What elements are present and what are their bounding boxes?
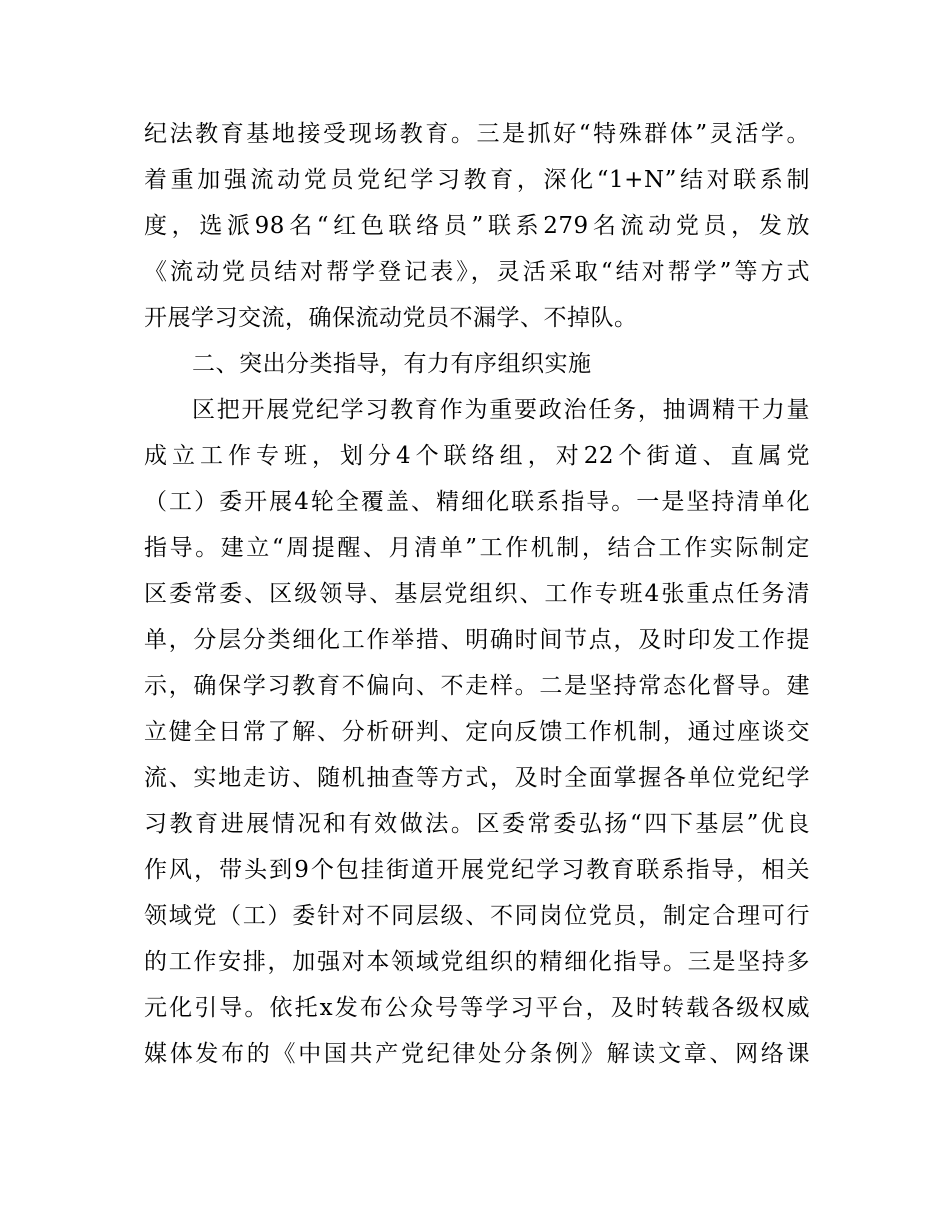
text-line: 成立工作专班，划分4个联络组，对22个街道、直属党 — [144, 443, 810, 469]
text-line: 流、实地走访、随机抽查等方式，及时全面掌握各单位党纪学 — [144, 765, 810, 791]
text-line: 作风，带头到9个包挂街道开展党纪学习教育联系指导，相关 — [144, 857, 810, 883]
text-line: 纪法教育基地接受现场教育。三是抓好“特殊群体”灵活学。 — [144, 121, 810, 147]
text-line: 媒体发布的《中国共产党纪律处分条例》解读文章、网络课 — [144, 1041, 810, 1067]
text-line: 示，确保学习教育不偏向、不走样。二是坚持常态化督导。建 — [144, 673, 810, 699]
text-line: 区把开展党纪学习教育作为重要政治任务，抽调精干力量 — [192, 397, 810, 423]
text-line: 领域党（工）委针对不同层级、不同岗位党员，制定合理可行 — [144, 903, 810, 929]
text-line: 着重加强流动党员党纪学习教育，深化“1+N”结对联系制 — [144, 167, 810, 193]
document-page — [144, 111, 810, 1077]
section-heading — [144, 341, 810, 387]
text-line: 《流动党员结对帮学登记表》，灵活采取“结对帮学”等方式 — [144, 259, 810, 285]
text-line: 习教育进展情况和有效做法。区委常委弘扬“四下基层”优良 — [144, 811, 810, 837]
paragraph-flowing-party-members — [144, 111, 810, 341]
text-line: 立健全日常了解、分析研判、定向反馈工作机制，通过座谈交 — [144, 719, 810, 745]
text-line: 度，选派98名“红色联络员”联系279名流动党员，发放 — [144, 213, 810, 239]
text-line: 元化引导。依托x发布公众号等学习平台，及时转载各级权威 — [144, 995, 810, 1021]
paragraph-classified-guidance — [144, 387, 810, 1077]
text-line: 区委常委、区级领导、基层党组织、工作专班4张重点任务清 — [144, 581, 810, 607]
section-heading-text: 二、突出分类指导，有力有序组织实施 — [192, 351, 592, 377]
text-line: 的工作安排，加强对本领域党组织的精细化指导。三是坚持多 — [144, 949, 810, 975]
text-line: 开展学习交流，确保流动党员不漏学、不掉队。 — [144, 305, 638, 331]
text-line: （工）委开展4轮全覆盖、精细化联系指导。一是坚持清单化 — [144, 489, 810, 515]
text-line: 单，分层分类细化工作举措、明确时间节点，及时印发工作提 — [144, 627, 810, 653]
text-line: 指导。建立“周提醒、月清单”工作机制，结合工作实际制定 — [144, 535, 810, 561]
